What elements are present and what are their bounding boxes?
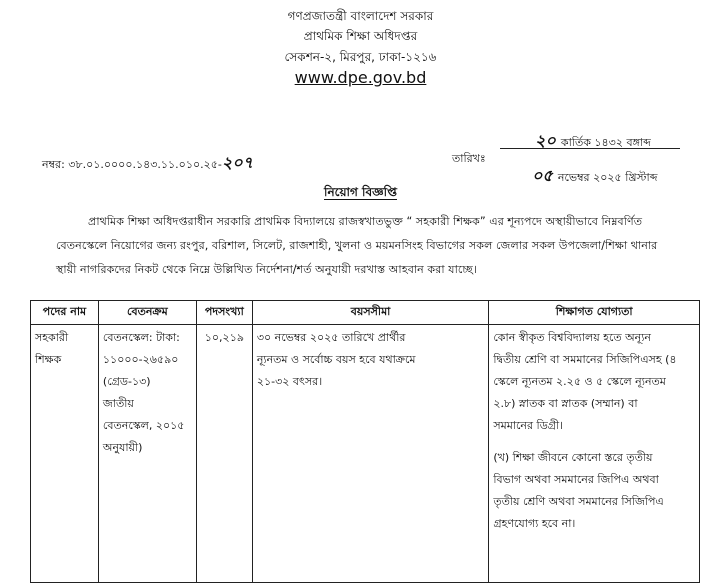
- cell-post-name: [31, 325, 99, 583]
- header-age-limit: বয়সসীমা: [252, 301, 489, 325]
- qual-a-line: ২.৮) স্নাতক বা স্নাতক (সম্মান) বা: [493, 397, 638, 410]
- qual-a-line: স্কেলে ন্যূনতম ২.২৫ ও ৫ স্কেলে ন্যূনতম: [493, 375, 666, 388]
- notice-title: [0, 184, 721, 204]
- header-post-name: পদের নাম: [31, 301, 99, 325]
- header-pay-scale: বেতনক্রম: [98, 301, 196, 325]
- bangla-date: [535, 128, 651, 155]
- age-line: ন্যূনতম ও সর্বোচ্চ বয়স হবে যথাক্রমে: [256, 353, 416, 366]
- pay-line: ১১০০০-২৬৫৯০: [102, 353, 179, 366]
- qual-b-line: (খ) শিক্ষা জীবনে কোনো স্তরে তৃতীয়: [493, 451, 653, 464]
- pay-line: জাতীয়: [102, 397, 134, 410]
- memo-number: [42, 150, 253, 177]
- intro-line-1: প্রাথমিক শিক্ষা অধিদপ্তরাধীন সরকারি প্রাথমিক বিদ্যালয়ে রাজস্বখাতভুক্ত “ সহকারী শিক্ষক” এর শূন্যপদে অস্থায়ীভাবে নিম্নবর্ণিত: [88, 215, 643, 228]
- intro-line-2: বেতনস্কেলে নিয়োগের জন্য রংপুর, বরিশাল, সিলেট, রাজশাহী, খুলনা ও ময়মনসিংহ বিভাগের সকল জেলার সকল উপজেলা/শিক্ষা থানার: [56, 239, 658, 252]
- english-month-year: নভেম্বর ২০২৫ খ্রিস্টাব্দ: [557, 171, 658, 184]
- cell-qualification: [489, 325, 700, 583]
- date-divider: [500, 148, 680, 149]
- qual-spacer: [493, 437, 695, 447]
- cell-pay-scale: [98, 325, 196, 583]
- bangla-day: ২০: [535, 131, 556, 150]
- cell-age-limit: [252, 325, 489, 583]
- age-line: ৩০ নভেম্বর ২০২৫ তারিখে প্রার্থীর: [256, 331, 406, 344]
- qual-a-line: দ্বিতীয় শ্রেণি বা সমমানের সিজিপিএসহ (৪: [493, 353, 677, 366]
- vacancy-table: [30, 300, 700, 583]
- bangla-month-year: কার্তিক ১৪৩২ বঙ্গাব্দ: [560, 136, 651, 149]
- memo-number-handwritten: ২০৭: [221, 153, 254, 172]
- pay-line: বেতনস্কেল, ২০১৫: [102, 419, 185, 432]
- header-qualification: শিক্ষাগত যোগ্যতা: [489, 301, 700, 325]
- govt-name: গণপ্রজাতন্ত্রী বাংলাদেশ সরকার: [287, 9, 434, 23]
- qual-b-line: তৃতীয় শ্রেণি অথবা সমমানের সিজিপিএ: [493, 495, 664, 508]
- qual-a-line: কোন স্বীকৃত বিশ্ববিদ্যালয় হতে অন্যূন: [493, 331, 651, 344]
- website-link[interactable]: www.dpe.gov.bd: [294, 68, 427, 87]
- table-header-row: [31, 301, 700, 325]
- vacancy-count: ১০,২১৯: [204, 331, 244, 344]
- notice-title-text: নিয়োগ বিজ্ঞপ্তি: [324, 185, 397, 199]
- memo-number-prefix: নম্বর: ৩৮.০১.০০০০.১৪৩.১১.০১০.২৫-: [42, 158, 222, 171]
- qual-a-line: সমমানের ডিগ্রী।: [493, 419, 564, 432]
- post-line: শিক্ষক: [35, 353, 62, 366]
- qual-b-line: গ্রহণযোগ্য হবে না।: [493, 517, 576, 530]
- table-row: [31, 325, 700, 583]
- cell-vacancies: [196, 325, 252, 583]
- pay-line: অনুযায়ী): [102, 441, 143, 454]
- department-name: প্রাথমিক শিক্ষা অধিদপ্তর: [303, 29, 418, 43]
- header-vacancies: পদসংখ্যা: [196, 301, 252, 325]
- pay-line: বেতনস্কেল: টাকা:: [102, 331, 180, 344]
- qual-b-line: বিভাগ অথবা সমমানের জিপিএ অথবা: [493, 473, 659, 486]
- address: সেকশন-২, মিরপুর, ঢাকা-১২১৬: [284, 50, 437, 64]
- intro-line-3: স্থায়ী নাগরিকদের নিকট থেকে নিম্নে উল্লিখিত নির্দেশনা/শর্ত অনুযায়ী দরখাস্ত আহবান করা যাচ্ছে।: [56, 263, 477, 276]
- english-day: ০৫: [532, 166, 553, 185]
- age-line: ২১-৩২ বৎসর।: [256, 375, 323, 388]
- pay-line: (গ্রেড-১৩): [102, 375, 151, 388]
- date-label: তারিখঃ: [452, 152, 486, 165]
- post-line: সহকারী: [35, 331, 69, 344]
